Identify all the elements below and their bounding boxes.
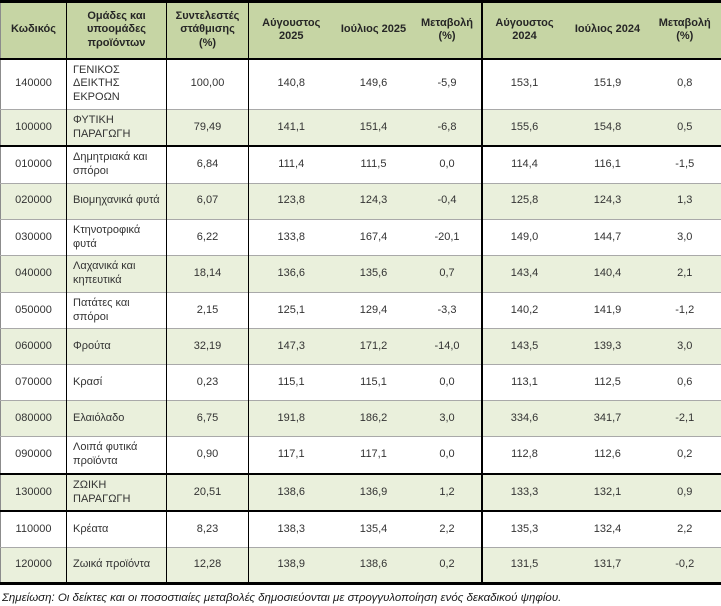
cell-name: ΖΩΙΚΗ ΠΑΡΑΓΩΓΗ xyxy=(67,474,167,512)
cell-chg2024: 0,2 xyxy=(649,437,721,474)
cell-aug2024: 153,1 xyxy=(482,59,567,110)
cell-aug2024: 143,5 xyxy=(482,329,567,365)
cell-jul2024: 132,4 xyxy=(567,511,649,547)
header-code: Κωδικός xyxy=(1,2,67,59)
cell-code: 040000 xyxy=(1,256,67,293)
cell-chg2024: 0,9 xyxy=(649,474,721,512)
cell-code: 070000 xyxy=(1,365,67,401)
cell-code: 010000 xyxy=(1,146,67,183)
table-row xyxy=(1,511,721,547)
cell-name: Δημητριακά και σπόροι xyxy=(67,146,167,183)
cell-chg2025: 0,0 xyxy=(414,146,482,183)
cell-jul2024: 141,9 xyxy=(567,292,649,329)
cell-name: Πατάτες και σπόροι xyxy=(67,292,167,329)
cell-jul2025: 167,4 xyxy=(334,219,414,256)
cell-aug2024: 143,4 xyxy=(482,256,567,293)
cell-weight: 20,51 xyxy=(167,474,249,512)
cell-chg2025: -5,9 xyxy=(414,59,482,110)
cell-aug2024: 113,1 xyxy=(482,365,567,401)
cell-code: 140000 xyxy=(1,59,67,110)
cell-chg2024: 3,0 xyxy=(649,219,721,256)
cell-aug2025: 133,8 xyxy=(249,219,334,256)
cell-aug2024: 112,8 xyxy=(482,437,567,474)
cell-jul2024: 341,7 xyxy=(567,401,649,437)
table-row xyxy=(1,437,721,474)
table-row xyxy=(1,474,721,512)
cell-weight: 32,19 xyxy=(167,329,249,365)
cell-aug2024: 114,4 xyxy=(482,146,567,183)
cell-jul2024: 154,8 xyxy=(567,109,649,146)
cell-weight: 2,15 xyxy=(167,292,249,329)
cell-name: Κρέατα xyxy=(67,511,167,547)
cell-aug2025: 191,8 xyxy=(249,401,334,437)
cell-aug2025: 140,8 xyxy=(249,59,334,110)
table-row xyxy=(1,401,721,437)
cell-weight: 12,28 xyxy=(167,547,249,583)
cell-jul2025: 135,6 xyxy=(334,256,414,293)
cell-name: Φρούτα xyxy=(67,329,167,365)
cell-jul2024: 144,7 xyxy=(567,219,649,256)
cell-aug2025: 141,1 xyxy=(249,109,334,146)
cell-code: 050000 xyxy=(1,292,67,329)
cell-jul2025: 138,6 xyxy=(334,547,414,583)
cell-chg2025: 0,0 xyxy=(414,365,482,401)
table-row xyxy=(1,146,721,183)
cell-aug2025: 138,3 xyxy=(249,511,334,547)
cell-weight: 0,90 xyxy=(167,437,249,474)
header-july-2025: Ιούλιος 2025 xyxy=(334,2,414,59)
cell-chg2024: 0,5 xyxy=(649,109,721,146)
cell-name: Λαχανικά και κηπευτικά xyxy=(67,256,167,293)
cell-chg2024: -0,2 xyxy=(649,547,721,583)
cell-chg2025: -0,4 xyxy=(414,183,482,219)
cell-jul2024: 132,1 xyxy=(567,474,649,512)
cell-weight: 100,00 xyxy=(167,59,249,110)
cell-aug2025: 138,6 xyxy=(249,474,334,512)
cell-chg2025: -3,3 xyxy=(414,292,482,329)
cell-code: 090000 xyxy=(1,437,67,474)
cell-code: 120000 xyxy=(1,547,67,583)
cell-code: 080000 xyxy=(1,401,67,437)
cell-aug2025: 115,1 xyxy=(249,365,334,401)
header-row xyxy=(1,2,721,59)
cell-code: 030000 xyxy=(1,219,67,256)
cell-aug2024: 131,5 xyxy=(482,547,567,583)
header-august-2025: Αύγουστος 2025 xyxy=(249,2,334,59)
cell-jul2025: 149,6 xyxy=(334,59,414,110)
cell-jul2025: 186,2 xyxy=(334,401,414,437)
cell-aug2024: 334,6 xyxy=(482,401,567,437)
table-row xyxy=(1,109,721,146)
cell-jul2025: 171,2 xyxy=(334,329,414,365)
cell-chg2025: 0,2 xyxy=(414,547,482,583)
header-july-2024: Ιούλιος 2024 xyxy=(567,2,649,59)
cell-aug2025: 123,8 xyxy=(249,183,334,219)
cell-weight: 6,75 xyxy=(167,401,249,437)
cell-jul2024: 116,1 xyxy=(567,146,649,183)
cell-jul2024: 139,3 xyxy=(567,329,649,365)
cell-weight: 79,49 xyxy=(167,109,249,146)
cell-code: 130000 xyxy=(1,474,67,512)
cell-jul2025: 151,4 xyxy=(334,109,414,146)
table-row xyxy=(1,547,721,583)
cell-jul2024: 140,4 xyxy=(567,256,649,293)
cell-jul2024: 151,9 xyxy=(567,59,649,110)
cell-name: Λοιπά φυτικά προϊόντα xyxy=(67,437,167,474)
cell-aug2024: 133,3 xyxy=(482,474,567,512)
header-weights: Συντελεστές στάθμισης (%) xyxy=(167,2,249,59)
cell-name: ΦΥΤΙΚΗ ΠΑΡΑΓΩΓΗ xyxy=(67,109,167,146)
cell-weight: 6,84 xyxy=(167,146,249,183)
cell-chg2024: 2,1 xyxy=(649,256,721,293)
cell-name: Κτηνοτροφικά φυτά xyxy=(67,219,167,256)
cell-name: ΓΕΝΙΚΟΣ ΔΕΙΚΤΗΣ ΕΚΡΟΩΝ xyxy=(67,59,167,110)
cell-chg2025: -6,8 xyxy=(414,109,482,146)
cell-jul2025: 115,1 xyxy=(334,365,414,401)
table-row xyxy=(1,365,721,401)
table-row xyxy=(1,292,721,329)
cell-chg2025: -20,1 xyxy=(414,219,482,256)
cell-chg2024: 0,6 xyxy=(649,365,721,401)
cell-weight: 18,14 xyxy=(167,256,249,293)
cell-name: Βιομηχανικά φυτά xyxy=(67,183,167,219)
cell-weight: 6,07 xyxy=(167,183,249,219)
cell-aug2024: 149,0 xyxy=(482,219,567,256)
cell-aug2024: 140,2 xyxy=(482,292,567,329)
cell-aug2025: 147,3 xyxy=(249,329,334,365)
cell-jul2024: 131,7 xyxy=(567,547,649,583)
cell-jul2025: 124,3 xyxy=(334,183,414,219)
cell-chg2025: -14,0 xyxy=(414,329,482,365)
cell-chg2024: -1,2 xyxy=(649,292,721,329)
cell-chg2025: 3,0 xyxy=(414,401,482,437)
cell-chg2024: 0,8 xyxy=(649,59,721,110)
cell-chg2025: 0,0 xyxy=(414,437,482,474)
cell-chg2024: 2,2 xyxy=(649,511,721,547)
cell-aug2025: 136,6 xyxy=(249,256,334,293)
table-body xyxy=(1,59,721,584)
cell-chg2024: 1,3 xyxy=(649,183,721,219)
table-row xyxy=(1,219,721,256)
header-product-groups: Ομάδες και υποομάδες προϊόντων xyxy=(67,2,167,59)
cell-name: Κρασί xyxy=(67,365,167,401)
footnote: Σημείωση: Οι δείκτες και οι ποσοστιαίες μεταβολές δημοσιεύονται με στρογγυλοποίηση ενός δεκαδικού ψηφίου. xyxy=(0,585,721,606)
cell-chg2024: -1,5 xyxy=(649,146,721,183)
table-row xyxy=(1,256,721,293)
cell-name: Ελαιόλαδο xyxy=(67,401,167,437)
cell-jul2024: 112,5 xyxy=(567,365,649,401)
cell-chg2025: 0,7 xyxy=(414,256,482,293)
cell-jul2024: 124,3 xyxy=(567,183,649,219)
cell-chg2024: 3,0 xyxy=(649,329,721,365)
cell-jul2024: 112,6 xyxy=(567,437,649,474)
table-row xyxy=(1,183,721,219)
cell-aug2024: 155,6 xyxy=(482,109,567,146)
cell-aug2025: 125,1 xyxy=(249,292,334,329)
cell-weight: 8,23 xyxy=(167,511,249,547)
cell-jul2025: 117,1 xyxy=(334,437,414,474)
table-row xyxy=(1,329,721,365)
cell-code: 020000 xyxy=(1,183,67,219)
header-change-2025: Μεταβολή (%) xyxy=(414,2,482,59)
cell-chg2025: 1,2 xyxy=(414,474,482,512)
header-change-2024: Μεταβολή (%) xyxy=(649,2,721,59)
cell-aug2024: 125,8 xyxy=(482,183,567,219)
cell-weight: 0,23 xyxy=(167,365,249,401)
cell-jul2025: 111,5 xyxy=(334,146,414,183)
cell-aug2025: 117,1 xyxy=(249,437,334,474)
cell-name: Ζωικά προϊόντα xyxy=(67,547,167,583)
cell-weight: 6,22 xyxy=(167,219,249,256)
cell-jul2025: 136,9 xyxy=(334,474,414,512)
cell-chg2025: 2,2 xyxy=(414,511,482,547)
cell-code: 060000 xyxy=(1,329,67,365)
cell-jul2025: 129,4 xyxy=(334,292,414,329)
cell-aug2024: 135,3 xyxy=(482,511,567,547)
cell-code: 110000 xyxy=(1,511,67,547)
cell-chg2024: -2,1 xyxy=(649,401,721,437)
cell-aug2025: 138,9 xyxy=(249,547,334,583)
table-row xyxy=(1,59,721,110)
header-august-2024: Αύγουστος 2024 xyxy=(482,2,567,59)
cell-jul2025: 135,4 xyxy=(334,511,414,547)
cell-code: 100000 xyxy=(1,109,67,146)
cell-aug2025: 111,4 xyxy=(249,146,334,183)
